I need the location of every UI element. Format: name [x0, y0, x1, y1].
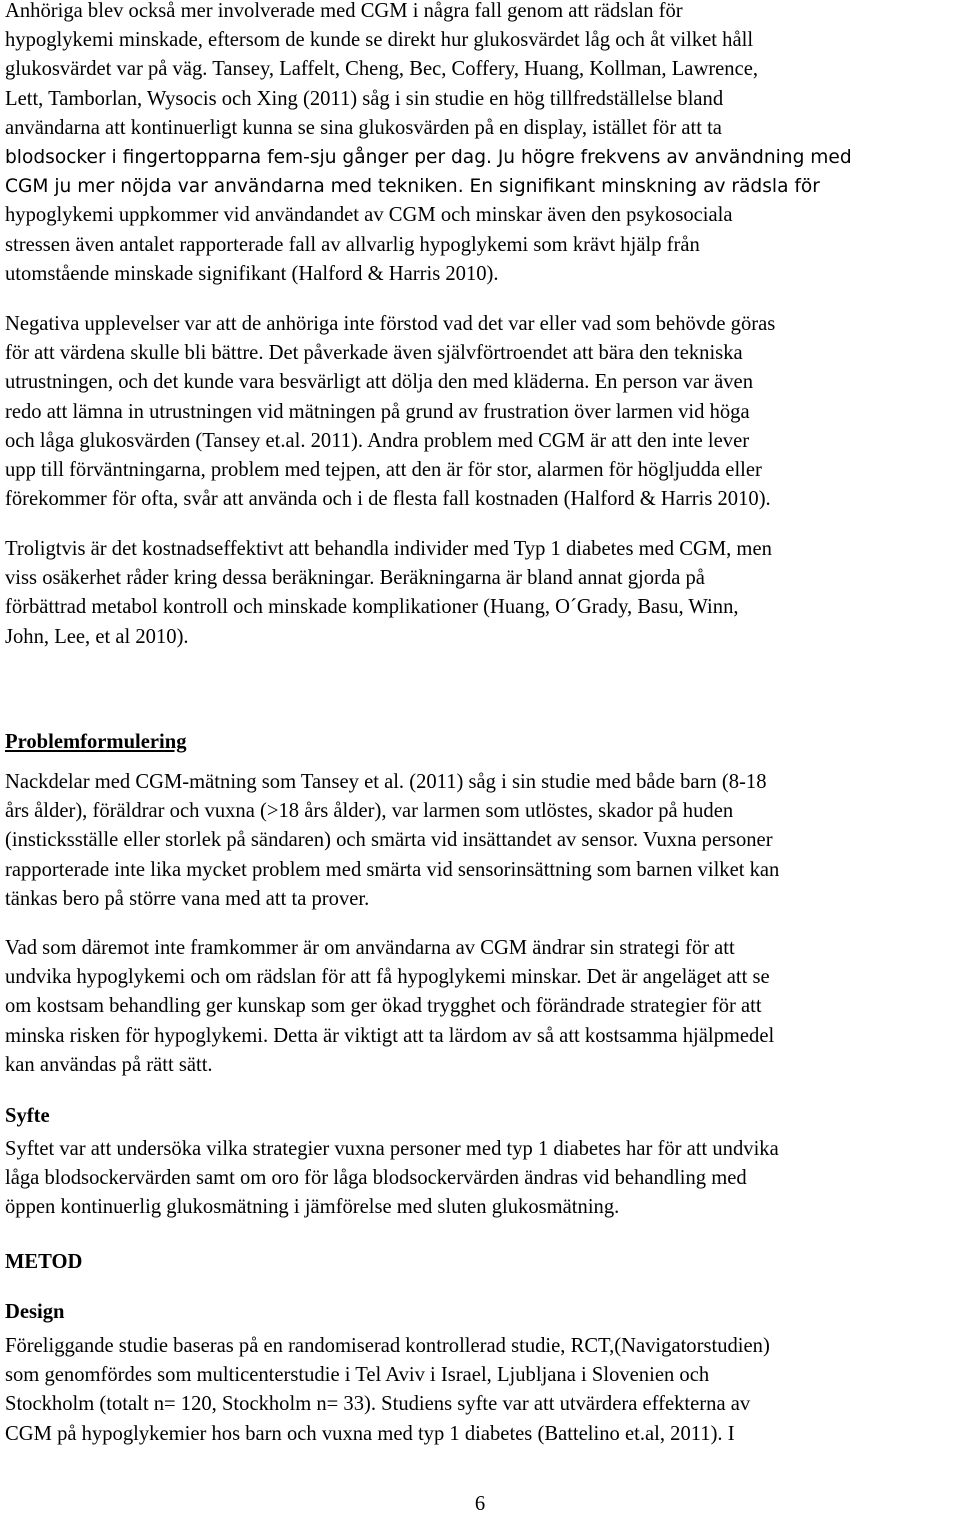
text-line: Troligtvis är det kostnadseffektivt att behandla individer med Typ 1 diabetes med CGM, men	[5, 538, 772, 560]
page-number: 6	[474, 1493, 486, 1515]
heading-problemformulering: Problemformulering	[5, 731, 187, 753]
text-line: Föreliggande studie baseras på en randomiserad kontrollerad studie, RCT,(Navigatorstudien)	[5, 1335, 770, 1357]
text-line: redo att lämna in utrustningen vid mätningen på grund av frustration över larmen vid höga	[5, 400, 750, 423]
heading-metod: METOD	[5, 1251, 83, 1273]
paragraph-anhoriga	[5, 0, 957, 289]
text-line: års ålder), föräldrar och vuxna (>18 års ålder), var larmen som utlöstes, skador på huden	[5, 800, 734, 823]
text-line: Nackdelar med CGM-mätning som Tansey et al. (2011) såg i sin studie med både barn (8-18	[5, 771, 767, 793]
text-line: undvika hypoglykemi och om rädslan för att få hypoglykemi minskar. Det är angeläget att se	[5, 966, 770, 989]
text-line: förbättrad metabol kontroll och minskade komplikationer (Huang, O´Grady, Basu, Winn,	[5, 596, 739, 619]
text-line: låga blodsockervärden samt om oro för låga blodsockervärden ändras vid behandling med	[5, 1167, 747, 1190]
text-line: stressen även antalet rapporterade fall av allvarlig hypoglykemi som krävt hjälp från	[5, 233, 700, 256]
text-line: hypoglykemi minskade, eftersom de kunde se direkt hur glukosvärdet låg och åt vilket håll	[5, 29, 754, 52]
paragraph-syfte	[5, 1135, 957, 1223]
text-line: om kostsam behandling ger kunskap som ger ökad trygghet och förändrade strategier för att	[5, 995, 762, 1018]
text-line: som genomfördes som multicenterstudie i Tel Aviv i Israel, Ljubljana i Slovenien och	[5, 1364, 710, 1387]
paragraph-design	[5, 1332, 957, 1449]
text-line: rapporterade inte lika mycket problem med smärta vid sensorinsättning som barnen vilket kan	[5, 858, 780, 881]
text-line: hypoglykemi uppkommer vid användandet av CGM och minskar även den psykosociala	[5, 204, 733, 227]
text-line: CGM på hypoglykemier hos barn och vuxna med typ 1 diabetes (Battelino et.al, 2011). I	[5, 1422, 735, 1445]
text-line: Lett, Tamborlan, Wysocis och Xing (2011) såg i sin studie en hög tillfredställelse bland	[5, 87, 724, 110]
text-line: glukosvärdet var på väg. Tansey, Laffelt, Cheng, Bec, Coffery, Huang, Kollman, Lawrence,	[5, 58, 759, 81]
text-line: viss osäkerhet råder kring dessa beräkningar. Beräkningarna är bland annat gjorda på	[5, 567, 705, 590]
paragraph-kostnadseffektivt	[5, 535, 957, 652]
text-line: Negativa upplevelser var att de anhöriga inte förstod vad det var eller vad som behövde göras	[5, 313, 776, 335]
text-line: användarna att kontinuerligt kunna se sina glukosvärden på en display, istället för att ta	[5, 116, 722, 139]
text-line: blodsocker i fingertopparna fem-sju gånger per dag. Ju högre frekvens av användning med	[5, 147, 852, 169]
paragraph-framkommer	[5, 934, 957, 1080]
text-line: öppen kontinuerlig glukosmätning i jämförelse med sluten glukosmätning.	[5, 1196, 620, 1219]
text-line: Anhöriga blev också mer involverade med CGM i några fall genom att rädslan för	[5, 0, 683, 22]
text-line: förekommer för ofta, svår att använda och i de flesta fall kostnaden (Halford & Harris 2010).	[5, 488, 771, 511]
text-line: kan användas på rätt sätt.	[5, 1053, 213, 1076]
text-line: minska risken för hypoglykemi. Detta är viktigt att ta lärdom av så att kostsamma hjälpmedel	[5, 1024, 775, 1047]
text-line: utrustningen, och det kunde vara besvärligt att dölja den med kläderna. En person var även	[5, 371, 753, 394]
paragraph-nackdelar	[5, 768, 957, 914]
heading-design: Design	[5, 1301, 65, 1323]
text-line: upp till förväntningarna, problem med tejpen, att den är för stor, alarmen för högljudda eller	[5, 459, 762, 482]
text-line: och låga glukosvärden (Tansey et.al. 2011). Andra problem med CGM är att den inte lever	[5, 429, 750, 452]
text-line: CGM ju mer nöjda var användarna med tekniken. En signifikant minskning av rädsla för	[5, 176, 820, 198]
text-line: för att värdena skulle bli bättre. Det påverkade även självförtroendet att bära den tekniska	[5, 342, 743, 365]
text-line: John, Lee, et al 2010).	[5, 625, 189, 648]
heading-syfte: Syfte	[5, 1105, 50, 1127]
text-line: tänkas bero på större vana med att ta prover.	[5, 887, 370, 910]
text-line: Stockholm (totalt n= 120, Stockholm n= 33). Studiens syfte var att utvärdera effekterna av	[5, 1393, 751, 1416]
text-line: (insticksställe eller storlek på sändaren) och smärta vid insättandet av sensor. Vuxna personer	[5, 829, 773, 852]
text-line: Vad som däremot inte framkommer är om användarna av CGM ändrar sin strategi för att	[5, 937, 735, 959]
paragraph-negativa-upplevelser	[5, 310, 957, 514]
text-line: Syftet var att undersöka vilka strategier vuxna personer med typ 1 diabetes har för att undvika	[5, 1138, 779, 1160]
text-line: utomstående minskade signifikant (Halford & Harris 2010).	[5, 262, 499, 285]
